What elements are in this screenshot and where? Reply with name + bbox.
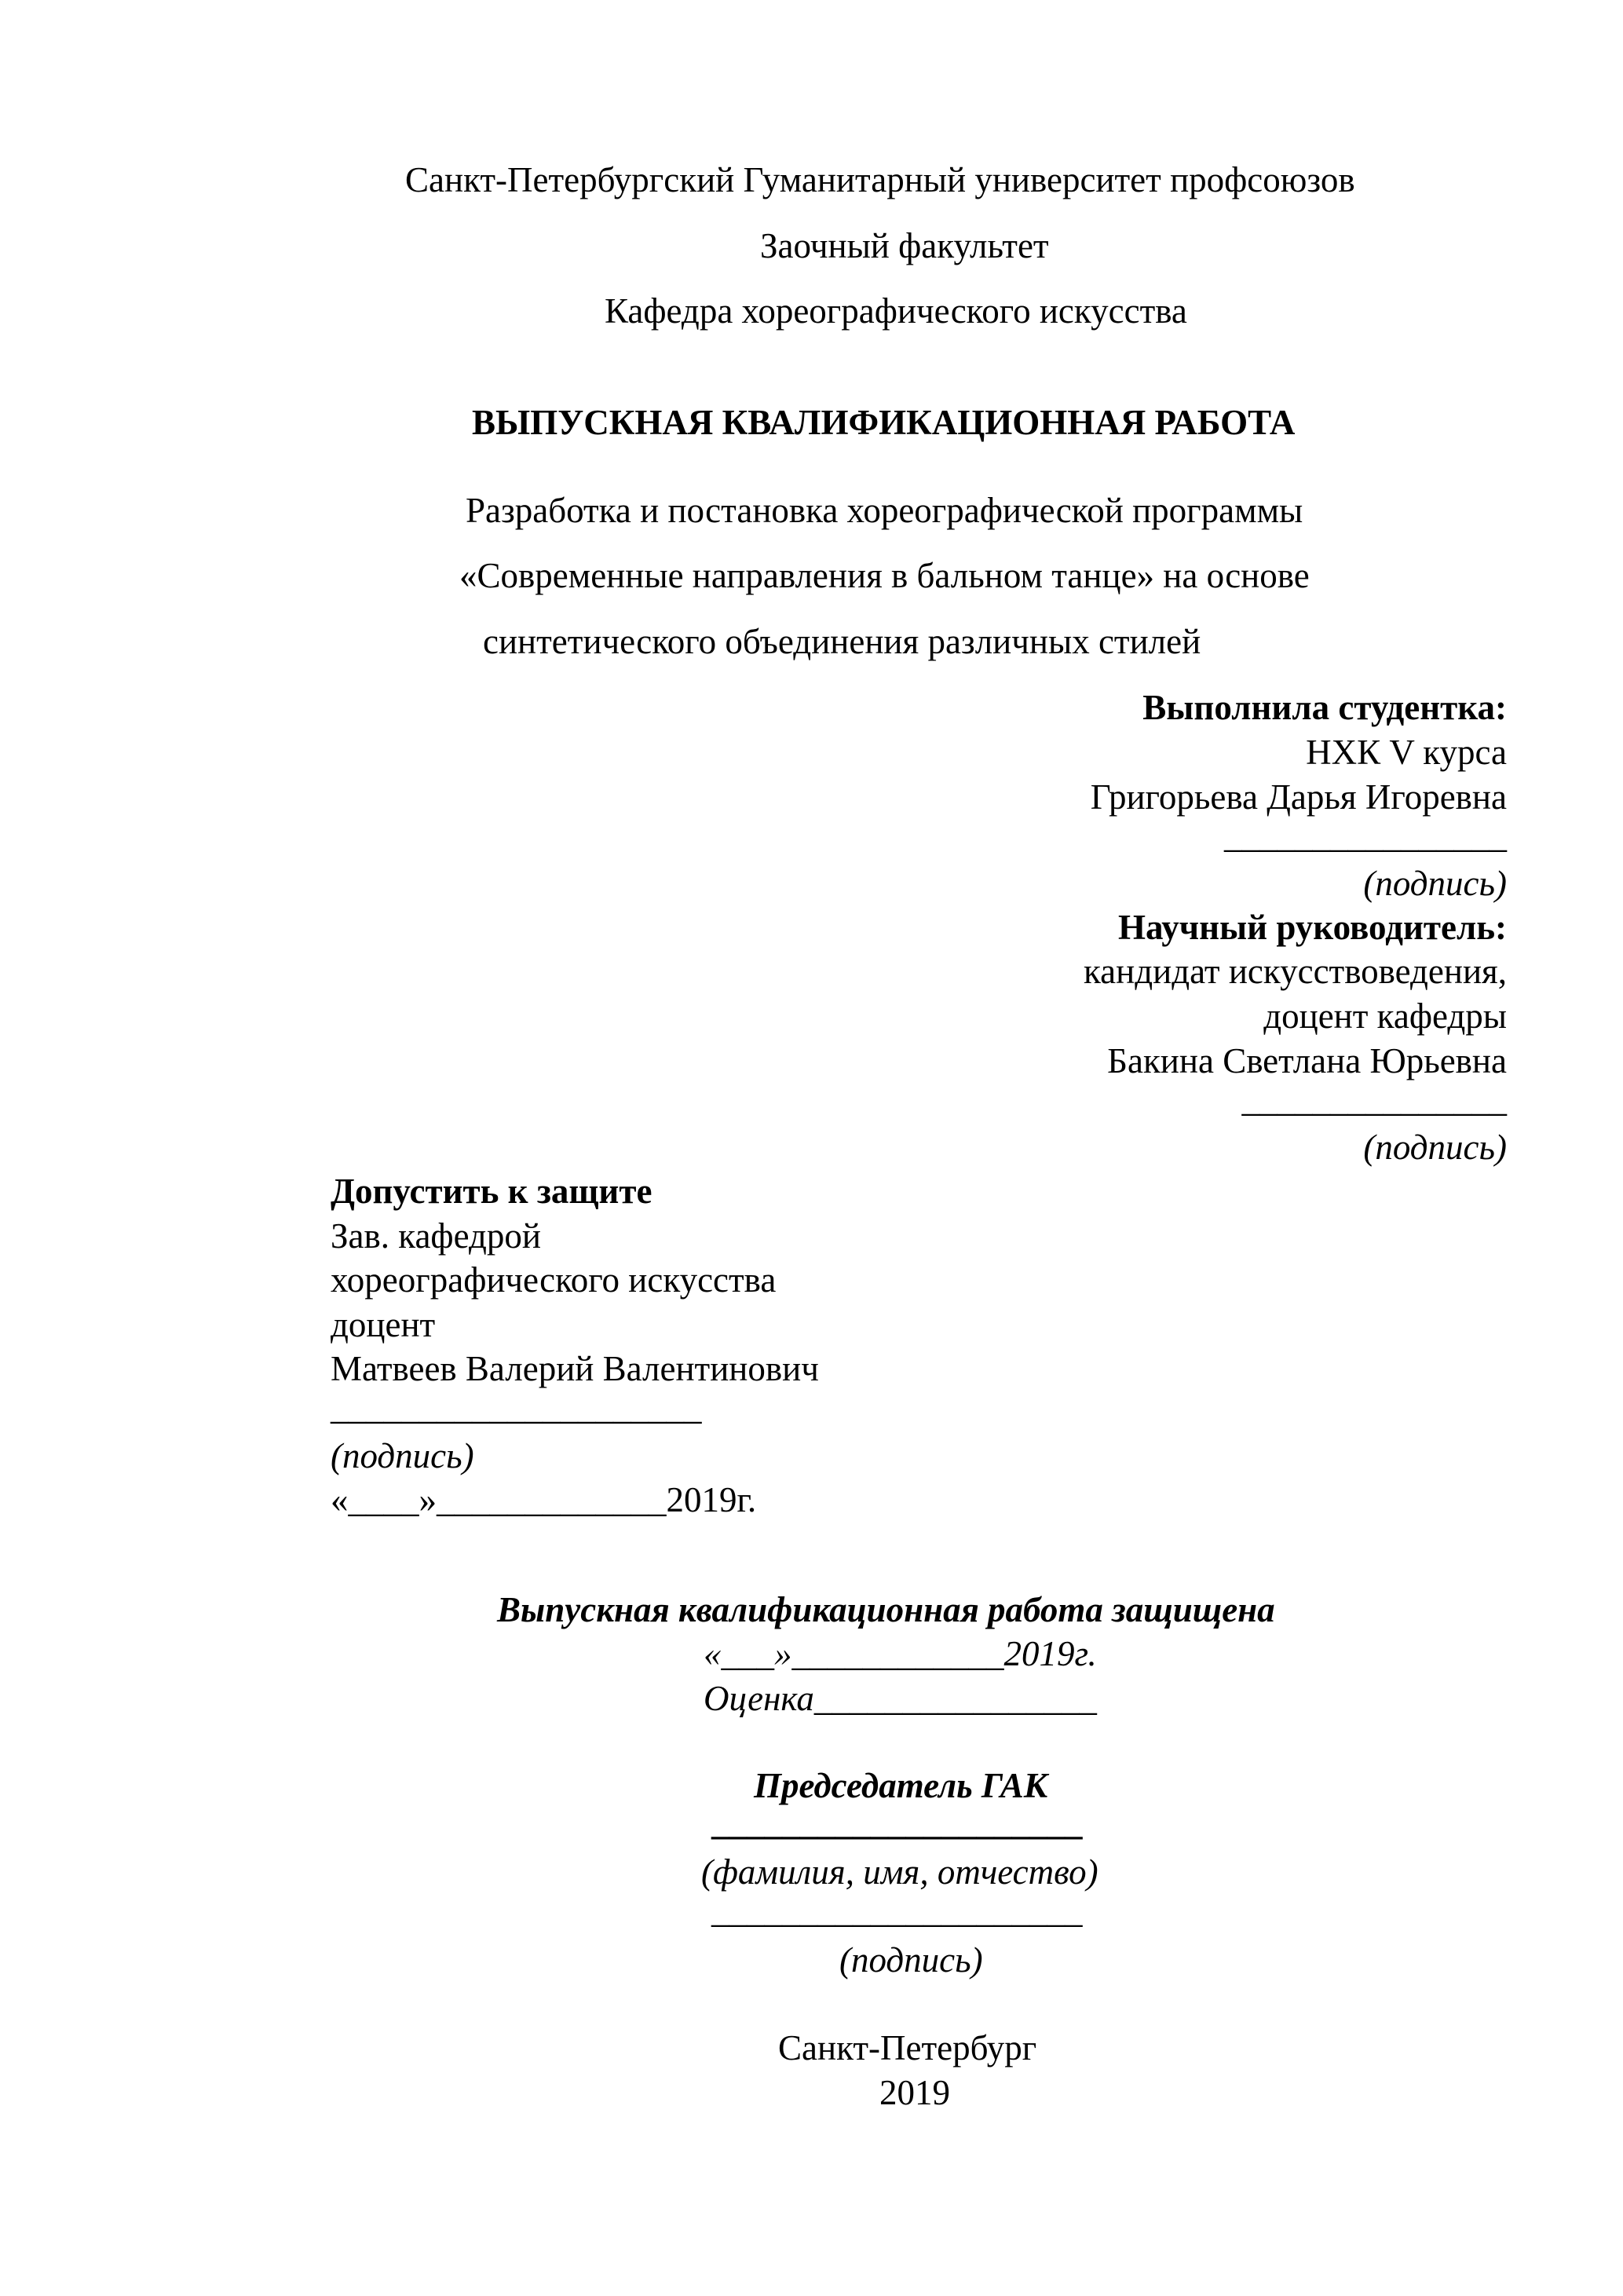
admission-role-line-1: Зав. кафедрой bbox=[331, 1216, 541, 1256]
admission-signature-caption: (подпись) bbox=[331, 1436, 474, 1475]
topic-line-1: Разработка и постановка хореографической программы bbox=[466, 491, 1303, 530]
defense-grade-line: Оценка________________ bbox=[704, 1679, 1097, 1718]
chairman-label: Председатель ГАК bbox=[754, 1766, 1048, 1805]
chairman-name-line: _____________________ bbox=[711, 1803, 1083, 1842]
student-course: НХК V курса bbox=[1306, 733, 1507, 772]
defense-date-line: «___»____________2019г. bbox=[704, 1634, 1097, 1673]
topic-line-3: синтетического объединения различных стилей bbox=[483, 622, 1201, 661]
admission-name: Матвеев Валерий Валентинович bbox=[331, 1349, 819, 1388]
chairman-signature-caption: (подпись) bbox=[839, 1940, 983, 1980]
footer-city: Санкт-Петербург bbox=[778, 2028, 1037, 2067]
student-signature-caption: (подпись) bbox=[1363, 864, 1507, 903]
student-name: Григорьева Дарья Игоревна bbox=[1090, 777, 1507, 817]
supervisor-name: Бакина Светлана Юрьевна bbox=[1107, 1041, 1507, 1080]
supervisor-degree: кандидат искусствоведения, bbox=[1083, 952, 1507, 991]
faculty-name: Заочный факультет bbox=[760, 226, 1049, 265]
admission-date-line: «____»_____________2019г. bbox=[331, 1480, 757, 1519]
footer-year: 2019 bbox=[879, 2073, 950, 2112]
department-name: Кафедра хореографического искусства bbox=[605, 291, 1187, 331]
student-signature-line: ________________ bbox=[1224, 816, 1507, 855]
defense-label: Выпускная квалификационная работа защищена bbox=[497, 1590, 1275, 1629]
chairman-name-caption: (фамилия, имя, отчество) bbox=[701, 1852, 1098, 1892]
supervisor-position: доцент кафедры bbox=[1263, 996, 1507, 1036]
university-name: Санкт-Петербургский Гуманитарный университет профсоюзов bbox=[405, 160, 1355, 199]
admission-signature-line: _____________________ bbox=[331, 1387, 702, 1427]
document-type-heading: ВЫПУСКНАЯ КВАЛИФИКАЦИОННАЯ РАБОТА bbox=[472, 403, 1296, 442]
admission-role-line-2: хореографического искусства bbox=[331, 1260, 777, 1300]
supervisor-label: Научный руководитель: bbox=[1118, 908, 1507, 947]
chairman-signature-line: _____________________ bbox=[711, 1891, 1083, 1930]
student-label: Выполнила студентка: bbox=[1142, 688, 1507, 727]
topic-line-2: «Современные направления в бальном танце» на основе bbox=[459, 556, 1310, 595]
supervisor-signature-caption: (подпись) bbox=[1363, 1128, 1507, 1167]
supervisor-signature-line: _______________ bbox=[1241, 1080, 1507, 1119]
admission-role-line-3: доцент bbox=[331, 1305, 436, 1344]
admission-label: Допустить к защите bbox=[331, 1172, 652, 1211]
